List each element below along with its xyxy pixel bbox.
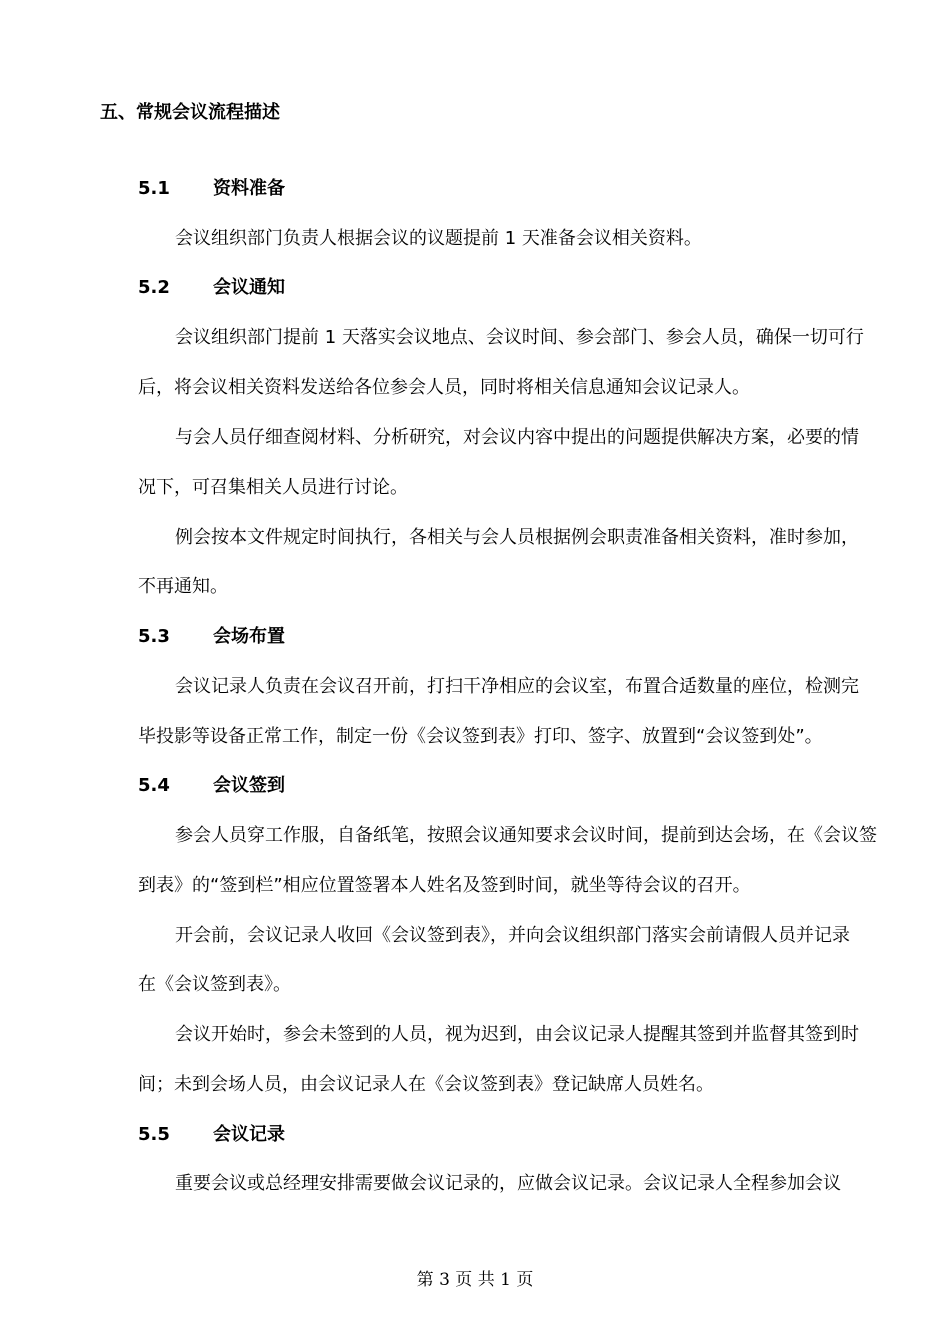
section-title: 会议通知 — [213, 277, 285, 298]
paragraph-line: 间；未到会场人员，由会议记录人在《会议签到表》登记缺席人员姓名。 — [138, 1074, 714, 1095]
paragraph-line: 后，将会议相关资料发送给各位参会人员，同时将相关信息通知会议记录人。 — [138, 377, 750, 398]
section-heading-5-3 — [138, 623, 285, 651]
paragraph-line: 不再通知。 — [138, 576, 228, 597]
paragraph-line: 开会前，会议记录人收回《会议签到表》，并向会议组织部门落实会前请假人员并记录 — [175, 925, 850, 946]
paragraph-line: 与会人员仔细查阅材料、分析研究，对会议内容中提出的问题提供解决方案，必要的情 — [175, 427, 859, 448]
section-heading-5-5 — [138, 1121, 285, 1149]
chapter-title: 五、常规会议流程描述 — [100, 102, 280, 123]
section-title: 会场布置 — [213, 626, 285, 647]
section-number: 5.2 — [138, 277, 170, 298]
section-heading-5-1 — [138, 175, 285, 203]
section-title: 会议签到 — [213, 775, 285, 796]
paragraph-line: 例会按本文件规定时间执行，各相关与会人员根据例会职责准备相关资料，准时参加， — [175, 527, 859, 548]
section-number: 5.5 — [138, 1124, 170, 1145]
section-number: 5.3 — [138, 626, 170, 647]
paragraph-line: 会议开始时，参会未签到的人员，视为迟到，由会议记录人提醒其签到并监督其签到时 — [175, 1024, 859, 1045]
paragraph-line: 重要会议或总经理安排需要做会议记录的，应做会议记录。会议记录人全程参加会议 — [175, 1173, 841, 1194]
section-number: 5.4 — [138, 775, 170, 796]
paragraph-line: 会议记录人负责在会议召开前，打扫干净相应的会议室，布置合适数量的座位，检测完 — [175, 676, 859, 697]
paragraph-line: 会议组织部门负责人根据会议的议题提前 1 天准备会议相关资料。 — [175, 228, 702, 249]
paragraph-line: 参会人员穿工作服，自备纸笔，按照会议通知要求会议时间，提前到达会场，在《会议签 — [175, 825, 877, 846]
paragraph-line: 毕投影等设备正常工作，制定一份《会议签到表》打印、签字、放置到“会议签到处”。 — [138, 726, 823, 747]
section-title: 资料准备 — [213, 178, 285, 199]
paragraph-line: 况下，可召集相关人员进行讨论。 — [138, 477, 408, 498]
section-heading-5-2 — [138, 274, 285, 302]
paragraph-line: 会议组织部门提前 1 天落实会议地点、会议时间、参会部门、参会人员，确保一切可行 — [175, 327, 864, 348]
paragraph-line: 在《会议签到表》。 — [138, 974, 291, 995]
section-title: 会议记录 — [213, 1124, 285, 1145]
page-footer: 第 3 页 共 1 页 — [416, 1270, 534, 1290]
section-number: 5.1 — [138, 178, 170, 199]
paragraph-line: 到表》的“签到栏”相应位置签署本人姓名及签到时间，就坐等待会议的召开。 — [138, 875, 751, 896]
section-heading-5-4 — [138, 772, 285, 800]
